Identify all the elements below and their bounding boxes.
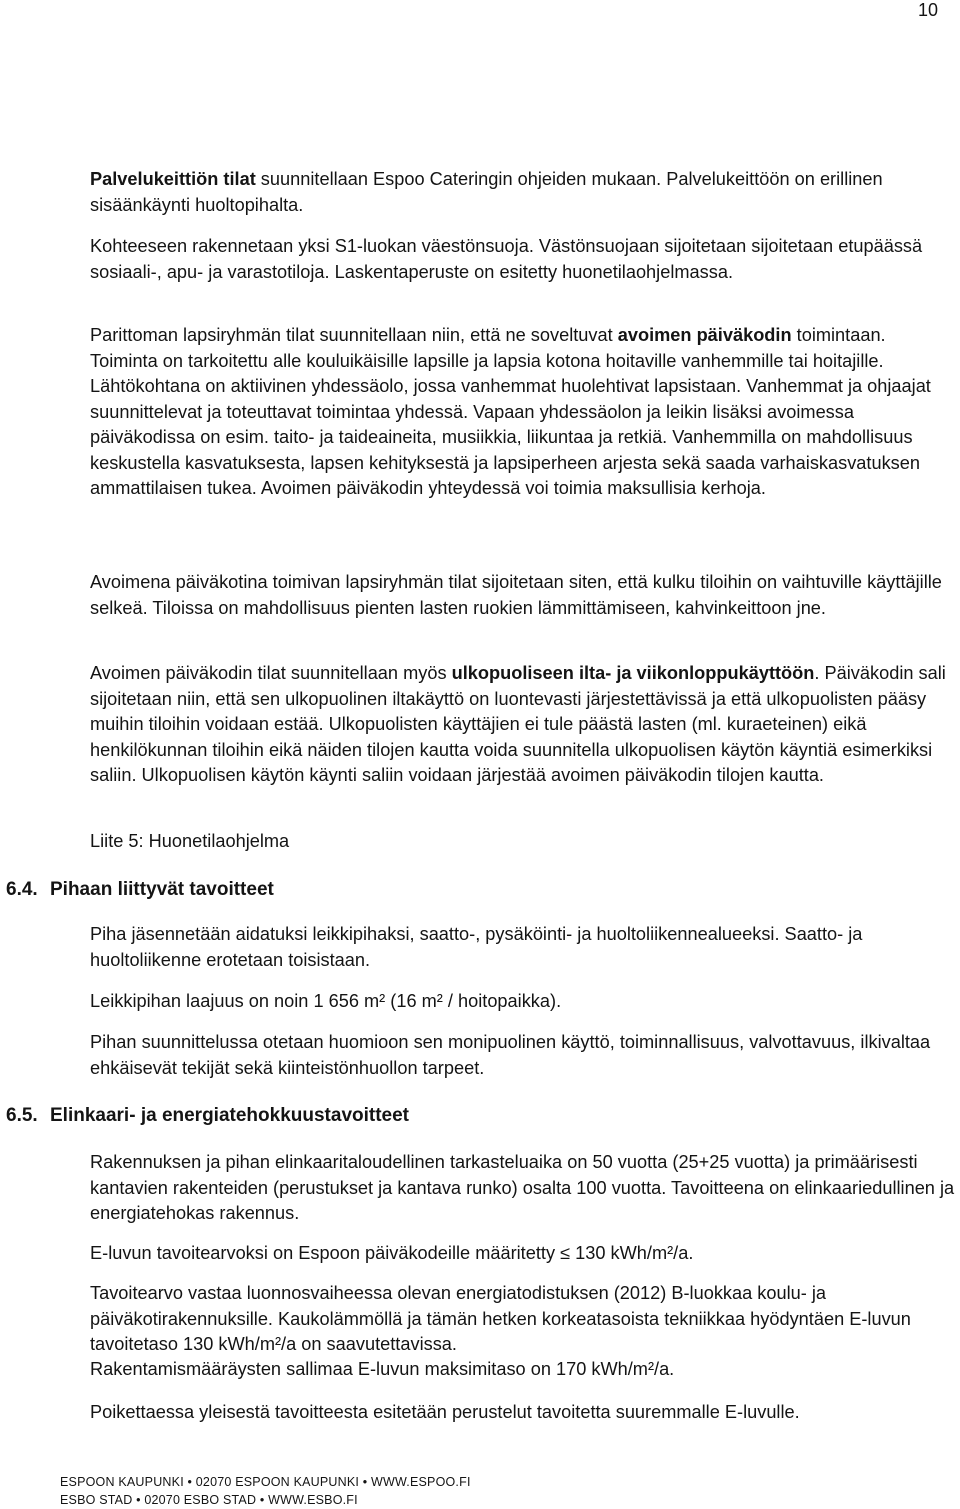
bold-term: Palvelukeittiön tilat	[90, 169, 256, 189]
paragraph-energy-class: Tavoitearvo vastaa luonnosvaiheessa olevan energiatodistuksen (2012) B-luokkaa koulu- ja päiväkotirakennuksille. Kaukolämmöllä ja tämän hetken korkeatasoista tekniikkaa hyödyntäen E-luvun tavoitetaso 130 kWh/m²/a on saavutettavissa.	[90, 1283, 911, 1354]
section-heading-6-5	[6, 1105, 409, 1127]
section-title: Elinkaari- ja energiatehokkuustavoitteet	[50, 1105, 410, 1126]
bold-term: avoimen päiväkodin	[617, 325, 792, 345]
appendix-reference: Liite 5: Huonetilaohjelma	[90, 831, 290, 851]
paragraph-group-spaces: Avoimena päiväkotina toimivan lapsiryhmän tilat sijoitetaan siten, että kulku tiloihin on vaihtuville käyttäjille selkeä. Tiloissa on mahdollisuus pienten lasten ruokien lämmittämiseen, kahvinkeittoon jne.	[90, 572, 942, 618]
bold-term: ulkopuoliseen ilta- ja viikonloppukäyttöön	[451, 663, 815, 683]
section-heading-6-4	[6, 879, 274, 901]
paragraph-shelter: Kohteeseen rakennetaan yksi S1-luokan väestönsuoja. Västönsuojaan sijoitetaan sijoitetaan etupäässä sosiaali-, apu- ja varastotiloja. Laskentaperuste on esitetty huonetilaohjelmassa.	[90, 236, 923, 282]
paragraph-yard-size: Leikkipihan laajuus on noin 1 656 m² (16 m² / hoitopaikka).	[90, 991, 562, 1011]
paragraph-yard-planning: Pihan suunnittelussa otetaan huomioon sen monipuolinen käyttö, toiminnallisuus, valvottavuus, ilkivaltaa ehkäisevät tekijät sekä kiinteistönhuollon tarpeet.	[90, 1032, 931, 1078]
section-number: 6.5.	[6, 1105, 38, 1126]
footer-esbo: ESBO STAD • 02070 ESBO STAD • WWW.ESBO.FI	[60, 1493, 358, 1507]
paragraph-lifecycle: Rakennuksen ja pihan elinkaaritaloudellinen tarkasteluaika on 50 vuotta (25+25 vuotta) ja primäärisesti kantavien rakenteiden (perustukset ja kantava runko) osalta 100 vuotta. Tavoitteena on elinkaariedullinen ja energiatehokas rakennus.	[90, 1152, 955, 1223]
page-number: 10	[917, 0, 938, 20]
paragraph-yard-division: Piha jäsennetään aidatuksi leikkipihaksi, saatto-, pysäköinti- ja huoltoliikennealueeksi. Saatto- ja huoltoliikenne erotetaan toisistaan.	[90, 924, 863, 970]
paragraph-kitchen: Palvelukeittiön tilat suunnitellaan Espoo Cateringin ohjeiden mukaan. Palvelukeittöön on erillinen sisäänkäynti huoltopihalta.	[90, 169, 883, 215]
section-title: Pihaan liittyvät tavoitteet	[50, 879, 274, 900]
footer-espoo: ESPOON KAUPUNKI • 02070 ESPOON KAUPUNKI • WWW.ESPOO.FI	[60, 1475, 471, 1489]
paragraph-deviation: Poikettaessa yleisestä tavoitteesta esitetään perustelut tavoitetta suuremmalle E-luvulle.	[90, 1402, 800, 1422]
section-number: 6.4.	[6, 879, 38, 900]
paragraph-evening-use: Avoimen päiväkodin tilat suunnitellaan myös ulkopuoliseen ilta- ja viikonloppukäyttöön. Päiväkodin sali sijoitetaan niin, että sen ulkopuolinen iltakäyttö on luontevasti järjestettävissä ja että ulkopuolisten pääsy muihin tiloihin voidaan estää. Ulkopuolisten käyttäjien ei tule päästä lasten (ml. kuraeteinen) eikä henkilökunnan tiloihin eikä näiden tilojen kautta voida suunnitella ulkopuolisen käytön käyntiä esimerkiksi saliin. Ulkopuolisen käytön käynti saliin voidaan järjestää avoimen päiväkodin tilojen kautta.	[90, 663, 946, 785]
paragraph-e-value-max: Rakentamismääräysten sallimaa E-luvun maksimitaso on 170 kWh/m²/a.	[90, 1359, 675, 1379]
paragraph-e-value-target: E-luvun tavoitearvoksi on Espoon päiväkodeille määritetty ≤ 130 kWh/m²/a.	[90, 1243, 694, 1263]
paragraph-open-daycare: Parittoman lapsiryhmän tilat suunnitellaan niin, että ne soveltuvat avoimen päiväkodin toimintaan. Toiminta on tarkoitettu alle kouluikäisille lapsille ja lapsia kotona hoitaville vanhemmille tai hoitajille. Lähtökohtana on aktiivinen yhdessäolo, jossa vanhemmat huolehtivat lapsistaan. Vanhemmat ja ohjaajat suunnittelevat ja toteuttavat toimintaa yhdessä. Vapaan yhdessäolon ja leikin lisäksi avoimessa päiväkodissa on esim. taito- ja taideaineita, musiikkia, liikuntaa ja retkiä. Vanhemmilla on mahdollisuus keskustella kasvatuksesta, lapsen kehityksestä ja lapsiperheen arjesta sekä saada varhaiskasvatuksen ammattilaisen tukea. Avoimen päiväkodin yhteydessä voi toimia maksullisia kerhoja.	[90, 325, 931, 498]
